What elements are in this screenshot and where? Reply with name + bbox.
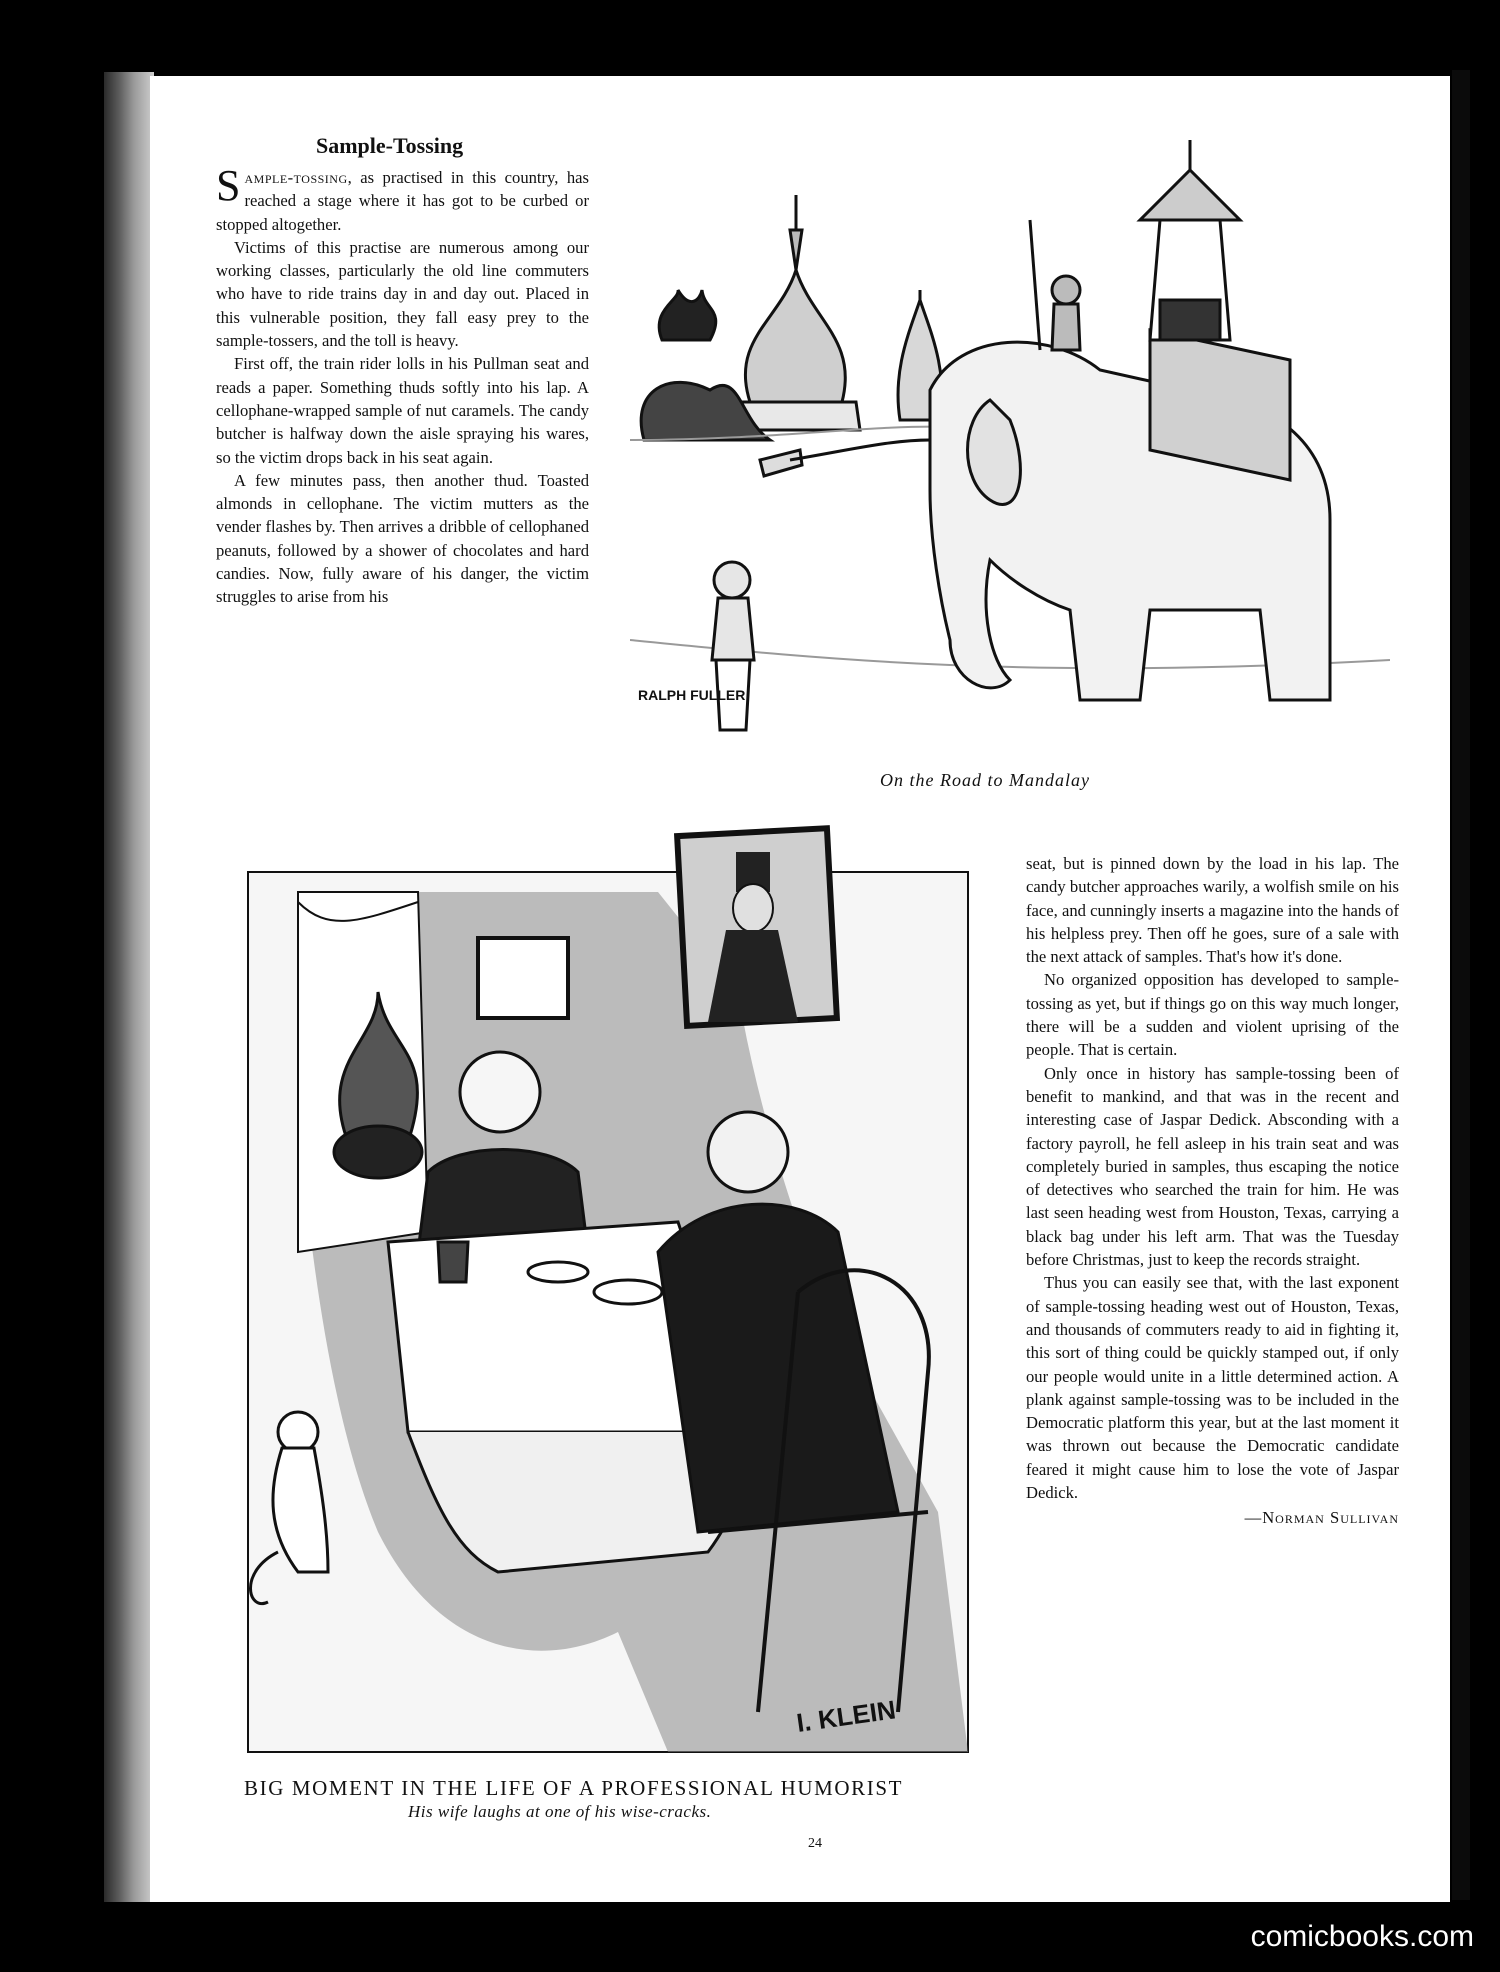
humorist-cartoon	[238, 812, 978, 1772]
page-number: 24	[808, 1836, 822, 1851]
paragraph: seat, but is pinned down by the load in his lap. The candy butcher approaches warily, a wolfish smile on his face, and cunningly inserts a magazine into the hands of his helpless prey. Then off he goes, sure of a sale with the next attack of samples. That's how it's done.	[1026, 854, 1399, 967]
author-byline: —Norman Sullivan	[1244, 1508, 1399, 1528]
cartoonist-signature: I. KLEIN	[794, 1694, 898, 1738]
article-title: Sample-Tossing	[316, 133, 464, 158]
drop-cap: S	[216, 161, 241, 210]
paragraph: A few minutes pass, then another thud. Toasted almonds in cellophane. The victim mutters as the vender flashes by. Then arrives a dribble of cellophaned peanuts, followed by a shower of chocolates and hard candies. Now, fully aware of his danger, the victim struggles to arise from his	[216, 470, 589, 607]
howdah	[1140, 140, 1240, 340]
cartoonist-signature: RALPH FULLER	[638, 687, 746, 703]
paragraph: Victims of this practise are numerous among our working classes, particularly the old line commuters who have to ride trains day in and day out. Placed in this vulnerable position, they fall easy prey to the sample-tossers, and the toll is heavy.	[216, 237, 589, 351]
paragraph: No organized opposition has developed to sample-tossing as yet, but if things go on this way much longer, there will be a sudden and violent uprising of the people. That is certain.	[1026, 970, 1399, 1060]
paragraph: Thus you can easily see that, with the last exponent of sample-tossing heading west out of Houston, Texas, and thousands of commuters ready to aid in fighting it, this sort of thing could be quickly stamped out, if only our people would unite in a little determined action. A plank against sample-tossing was to be included in the Democratic platform this year, but at the last moment it was thrown out because the Democratic candidate feared it might cause him to lose the vote of Jaspar Dedick.	[1026, 1273, 1399, 1503]
mandalay-cartoon	[630, 140, 1390, 760]
site-watermark: comicbooks.com	[1250, 1920, 1474, 1953]
small-framed-picture	[478, 938, 568, 1018]
pagoda-left	[730, 195, 860, 430]
facing-page-edge	[1452, 70, 1470, 1900]
paragraph: Only once in history has sample-tossing been of benefit to mankind, and that was in the recent and interesting case of Jaspar Dedick. Absconding with a factory payroll, he fell asleep in his train seat and was completely buried in samples, thus escaping the notice of detectives who searched the train for him. He was last seen heading west from Houston, Texas, carrying a black bag under his left arm. That was the Tuesday before Christmas, just to keep the records straight.	[1026, 1063, 1399, 1270]
paragraph: First off, the train rider lolls in his Pullman seat and reads a paper. Something thuds softly into his lap. A cellophane-wrapped sample of nut caramels. The candy butcher is halfway down the aisle spraying his wares, so the victim drops back in his seat again.	[216, 354, 589, 467]
mahout-rider	[1030, 220, 1080, 350]
cartoon-headline-caption: BIG MOMENT IN THE LIFE OF A PROFESSIONAL HUMORIST	[244, 1776, 904, 1800]
book-binding	[104, 72, 154, 1902]
article-column-left	[216, 161, 589, 609]
cartoon-caption: On the Road to Mandalay	[880, 770, 1090, 790]
cartoon-subcaption: His wife laughs at one of his wise-cracks.	[408, 1802, 712, 1821]
standing-figure	[712, 562, 754, 730]
opening-paragraph: Sample-tossing, as practised in this country, has reached a stage where it has got to be curbed or stopped altogether.	[216, 161, 589, 234]
opening-word: ample-tossing	[244, 168, 348, 187]
article-column-right	[1026, 852, 1399, 1530]
